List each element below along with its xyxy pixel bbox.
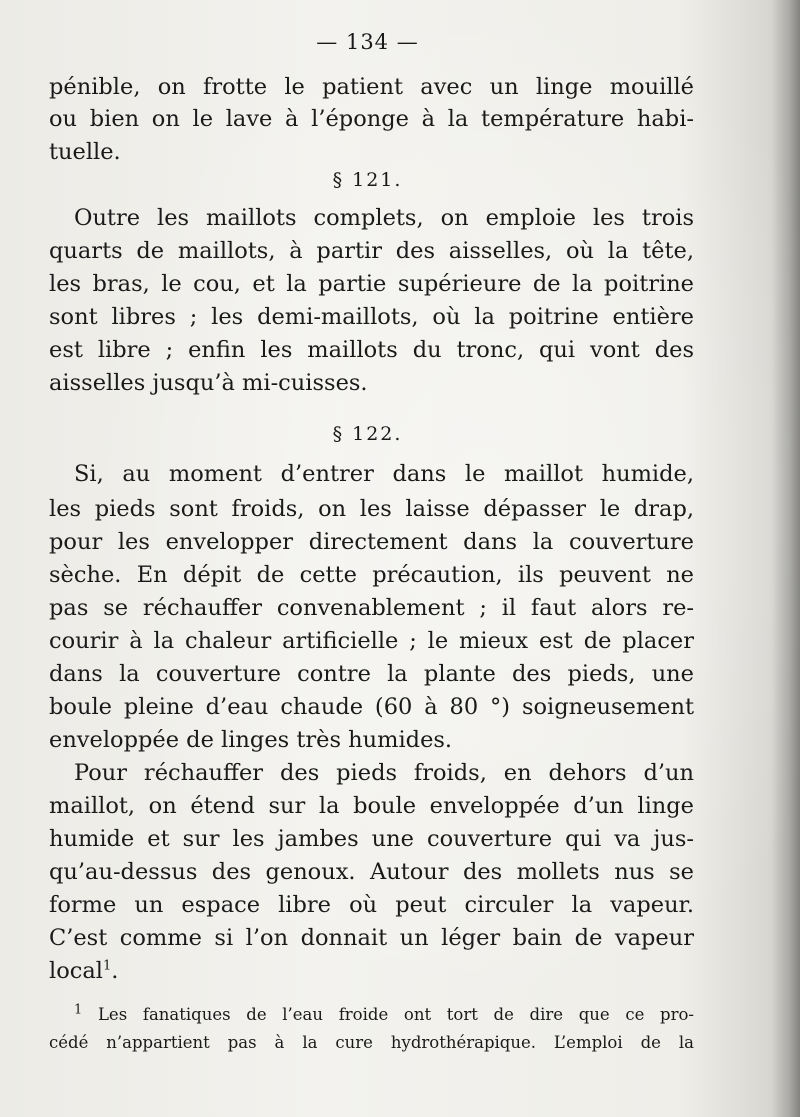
text-line: qu’au-dessus des genoux. Autour des mollets nus se — [49, 859, 694, 885]
text-line: C’est comme si l’on donnait un léger bain de vapeur — [49, 925, 694, 951]
text-line: maillot, on étend sur la boule enveloppée d’un linge — [49, 793, 694, 819]
text-line: pour les envelopper directement dans la couverture — [49, 529, 694, 555]
text-fragment: . — [111, 958, 119, 984]
footnote-marker: 1 — [74, 1002, 83, 1018]
text-line: aisselles jusqu’à mi-cuisses. — [49, 370, 368, 396]
text-line: Outre les maillots complets, on emploie les trois — [74, 205, 694, 231]
text-line: les pieds sont froids, on les laisse dépasser le drap, — [49, 496, 694, 522]
text-line: Si, au moment d’entrer dans le maillot humide, — [74, 461, 694, 487]
text-line: quarts de maillots, à partir des aisselles, où la tête, — [49, 238, 694, 264]
text-line: ou bien on le lave à l’éponge à la température habi- — [49, 106, 694, 132]
text-line: tuelle. — [49, 139, 121, 165]
page-spine-shadow — [772, 0, 800, 1117]
footnote-line — [74, 1003, 694, 1027]
text-line: forme un espace libre où peut circuler la vapeur. — [49, 892, 694, 918]
text-line: boule pleine d’eau chaude (60 à 80 °) soigneusement — [49, 694, 694, 720]
footnote-reference: 1 — [102, 958, 112, 974]
footnote-text: Les fanatiques de l’eau froide ont tort de dire que ce pro- — [97, 1005, 694, 1024]
text-line: humide et sur les jambes une couverture qui va jus- — [49, 826, 694, 852]
text-line-with-footnote-ref — [49, 956, 694, 986]
text-line: courir à la chaleur artificielle ; le mieux est de placer — [49, 628, 694, 654]
footnote-line: cédé n’appartient pas à la cure hydrothérapique. L’emploi de la — [49, 1033, 694, 1052]
text-line: est libre ; enfin les maillots du tronc, qui vont des — [49, 337, 694, 363]
text-line: dans la couverture contre la plante des pieds, une — [49, 661, 694, 687]
section-heading-121: § 121. — [332, 169, 403, 191]
text-line: sèche. En dépit de cette précaution, ils peuvent ne — [49, 562, 694, 588]
text-line: sont libres ; les demi-maillots, où la poitrine entière — [49, 304, 694, 330]
text-line: pénible, on frotte le patient avec un linge mouillé — [49, 74, 694, 100]
text-line: pas se réchauffer convenablement ; il faut alors re- — [49, 595, 694, 621]
text-line: Pour réchauffer des pieds froids, en dehors d’un — [74, 760, 694, 786]
text-fragment: local — [49, 958, 103, 984]
page-number: — 134 — — [316, 30, 419, 54]
text-line: enveloppée de linges très humides. — [49, 727, 453, 753]
section-heading-122: § 122. — [332, 423, 403, 445]
text-line: les bras, le cou, et la partie supérieure de la poitrine — [49, 271, 694, 297]
